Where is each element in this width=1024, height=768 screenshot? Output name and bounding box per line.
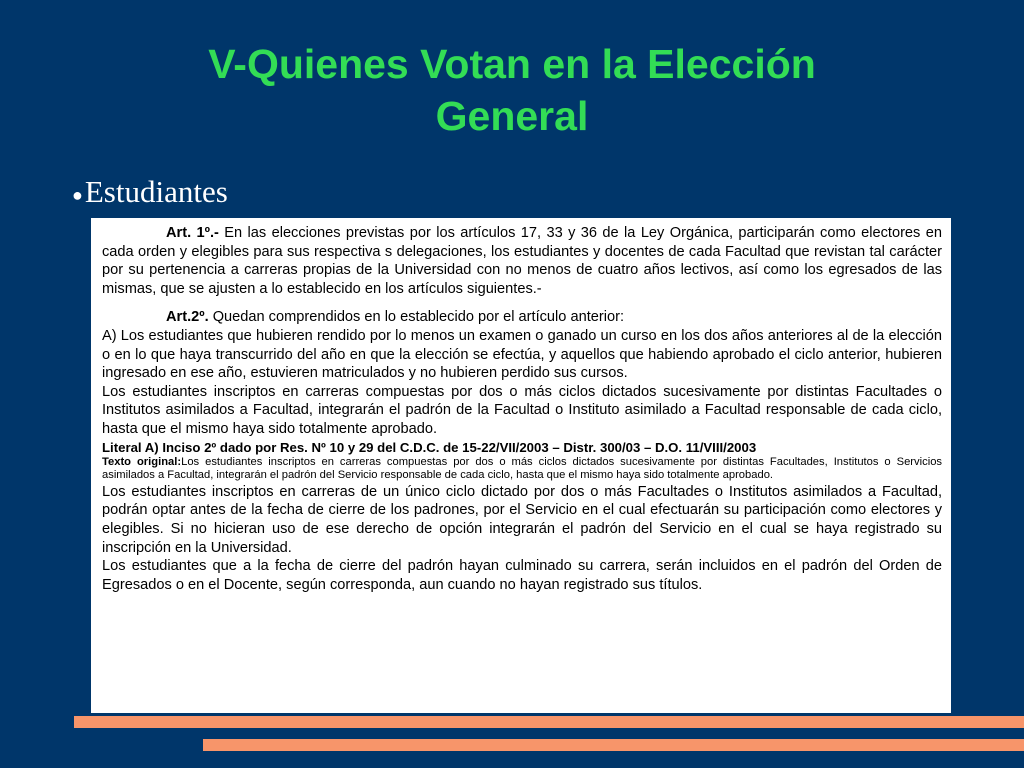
bullet-dot-icon: ● (72, 184, 83, 205)
paragraph-d: Los estudiantes que a la fecha de cierre del padrón hayan culminado su carrera, serán incluidos en el padrón del Orden de Egresados o en el Docente, según corresponda, aun cuando no hayan registrado sus títulos. (102, 558, 942, 593)
literal-note: Literal A) Inciso 2º dado por Res. Nº 10 y 29 del C.D.C. de 15-22/VII/2003 – Distr. 300/03 – D.O. 11/VIII/2003 (102, 439, 757, 455)
article-2-text: Quedan comprendidos en lo establecido por el artículo anterior: (208, 309, 624, 326)
paragraph-c: Los estudiantes inscriptos en carreras de un único ciclo dictado por dos o más Facultades o Institutos asimilados a Facultad, podrán optar antes de la fecha de cierre de los padrones, por el Servicio en el cual efectuarán su participación como electores y elegibles. Si no hicieran uso de ese derecho de opción integrarán el padrón del Servicio en el cual se haya registrado su inscripción en la Universidad. (102, 483, 942, 556)
original-text-body: Los estudiantes inscriptos en carreras compuestas por dos o más ciclos dictados sucesivamente por distintas Facultades, Institutos o Servicios asimilados a Facultad, integrarán el padrón del Servicio responsable de cada ciclo, hasta que el mismo haya sido totalmente aprobado. (102, 455, 943, 482)
document-image (91, 218, 951, 713)
paragraph-b: Los estudiantes inscriptos en carreras compuestas por dos o más ciclos dictados sucesivamente por distintas Facultades o Institutos asimilados a Facultad, integrarán el padrón de la Facultad o Instituto asimilado a Facultad responsable de cada ciclo, hasta que el mismo haya sido totalmente aprobado. (102, 383, 942, 437)
original-text-label: Texto original: (102, 455, 182, 468)
article-1-label: Art. 1º.- (166, 225, 219, 241)
slide-title-line2: General (435, 93, 589, 139)
bullet-text: Estudiantes (84, 174, 228, 209)
bullet-item (72, 172, 228, 215)
article-1 (102, 224, 942, 298)
accent-bar-bottom (203, 739, 1024, 751)
paragraph-a: A) Los estudiantes que hubieren rendido por lo menos un examen o ganado un curso en los dos años anteriores al de la elección o en lo que haya transcurrido del año en que la elección se efectúa, y aquellos que habiendo aprobado el ciclo anterior, hubieren ingresado en ese año, estuvieren matriculados y no hubieren perdido sus cursos. (102, 327, 942, 382)
original-text (102, 456, 942, 483)
article-2 (102, 308, 942, 327)
slide-title (0, 38, 1024, 142)
accent-bar-top (74, 716, 1024, 728)
slide-title-line1: V-Quienes Votan en la Elección (208, 41, 816, 87)
article-1-text: En las elecciones previstas por los artículos 17, 33 y 36 de la Ley Orgánica, participarán como electores en cada orden y elegibles para sus respectiva s delegaciones, los estudiantes y docentes de cada Facultad que revistan tal carácter por su pertenencia a carreras propias de la Universidad con no menos de cuatro años lectivos, así como los egresados de las mismas, que se ajusten a lo establecido en los artículos siguientes.- (102, 225, 942, 297)
article-2-label: Art.2º. (166, 309, 209, 326)
